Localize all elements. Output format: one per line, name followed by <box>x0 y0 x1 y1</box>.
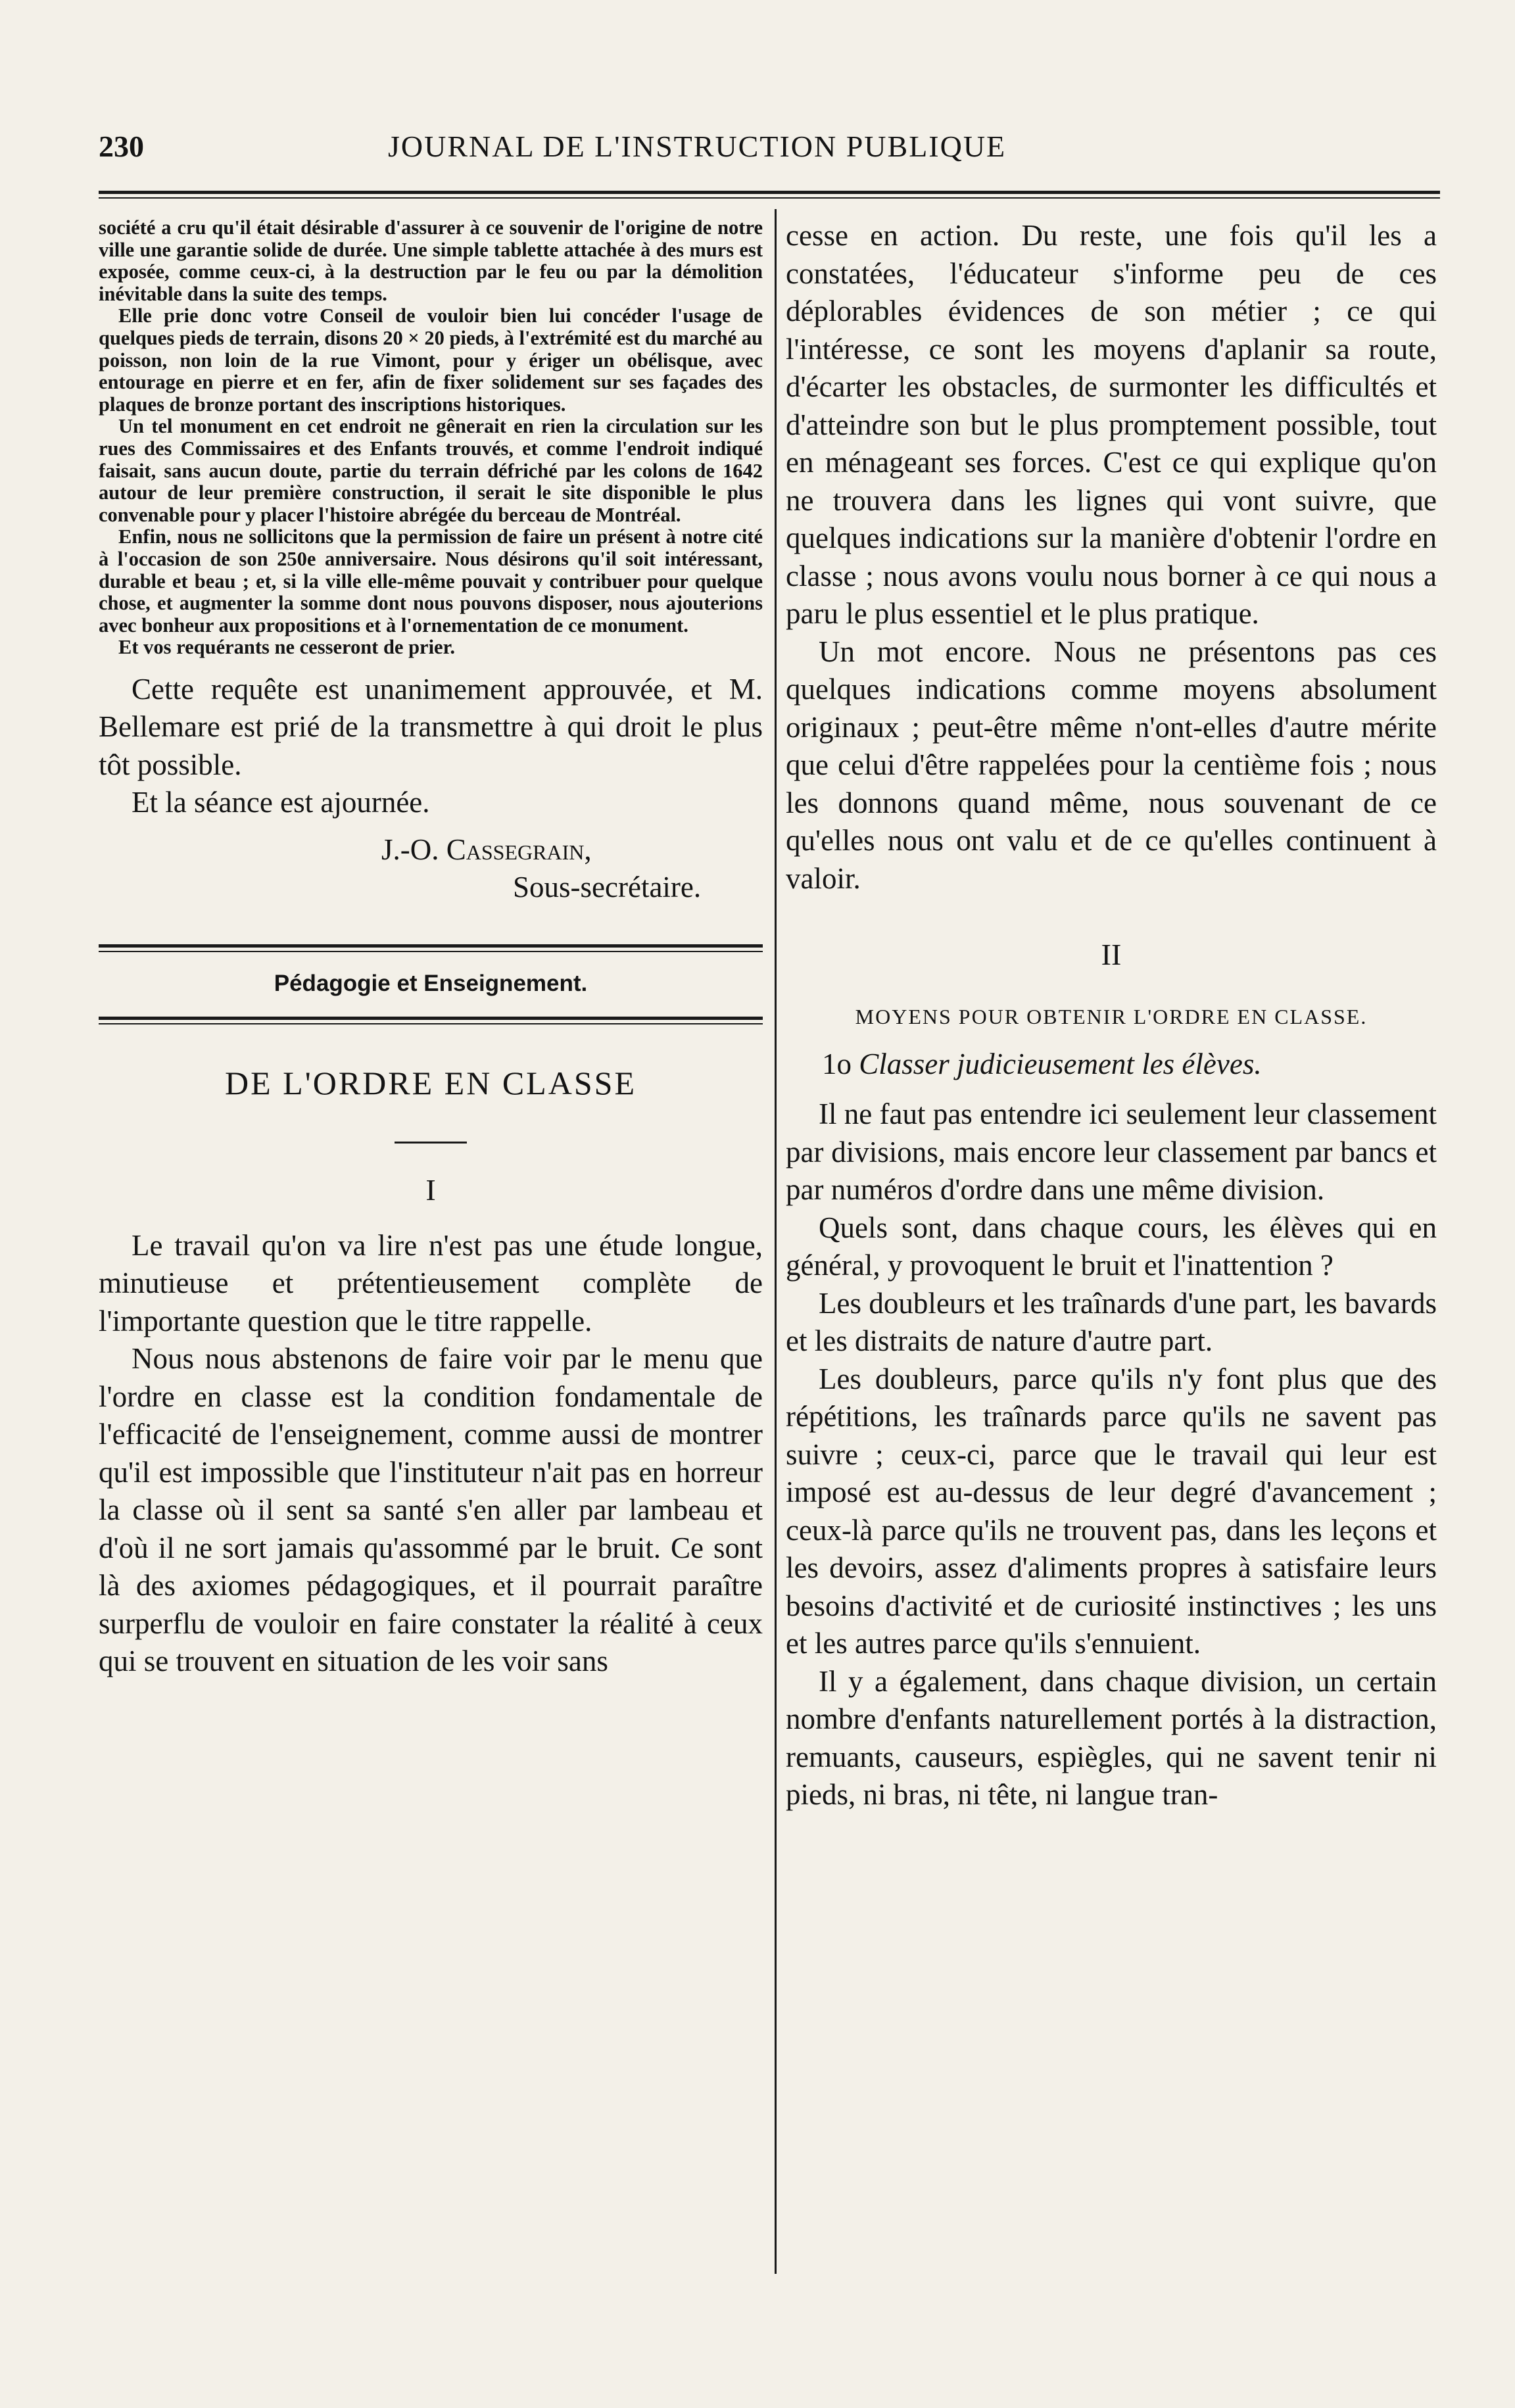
section-rule-thin <box>99 951 763 952</box>
body-text <box>786 1096 1437 1814</box>
minutes-text <box>99 671 763 822</box>
header-rule <box>99 191 1440 194</box>
section-heading: Pédagogie et Enseignement. <box>274 970 588 996</box>
running-title: JOURNAL DE L'INSTRUCTION PUBLIQUE <box>388 130 1007 163</box>
page-number: 230 <box>99 130 144 163</box>
article-paragraph: Le travail qu'on va lire n'est pas une étude longue, minutieuse et prétentieusement complète de l'importante question que le titre rappelle. <box>99 1228 763 1337</box>
signature-title: Sous-secrétaire. <box>513 870 702 903</box>
right-column <box>786 217 1437 1814</box>
article-paragraph: Nous nous abstenons de faire voir par le menu que l'ordre en classe est la condition fondamentale de l'efficacité de l'enseignement, comme aussi de montrer qu'il est impossible que l'instituteur n'ait pas en horreur la classe où il sent sa santé s'en aller par lambeau et d'où il ne sort jamais qu'assommé par le bruit. Ce sont là des axiomes pédagogiques, et il pourrait paraître surperflu de vouloir en faire constater la réalité à ceux qui se trouvent en situation de les voir sans <box>99 1342 763 1678</box>
body-paragraph: Quels sont, dans chaque cours, les élèves qui en général, y provoquent le bruit et l'inattention ? <box>786 1211 1437 1282</box>
petition-paragraph: Et vos requérants ne cesseront de prier. <box>118 636 455 659</box>
article-text <box>99 1227 763 1681</box>
signature-block <box>99 831 763 906</box>
section-rule-thin <box>99 1023 763 1024</box>
petition-paragraph: Enfin, nous ne sollicitons que la permission de faire un présent à notre cité à l'occasion de son 250e anniversaire. Nous désirons qu'il soit intéressant, durable et beau ; et, si la ville elle-même pouvait y contribuer pour quelque chose, et augmenter la somme dont nous pouvons disposer, nous ajouterions avec bonheur aux propositions et à l'ornementation de ce monument. <box>99 525 763 637</box>
part-numeral: II <box>1101 938 1122 971</box>
intro-paragraph: Un mot encore. Nous ne présentons pas ces quelques indications comme moyens absolument originaux ; peut-être même n'ont-elles d'autre mérite que celui d'être rappelées pour la centième fois ; nous les donnons quand même, nous souvenant de ce qu'elles nous ont valu et de ce qu'elles continuent à valoir. <box>786 635 1437 895</box>
petition-paragraph: société a cru qu'il était désirable d'assurer à ce souvenir de l'origine de notre ville une garantie solide de durée. Une simple tablette attachée à des murs est exposée, comme ceux-ci, à la destruction par le feu ou par la démolition inévitable dans la suite des temps. <box>99 216 763 305</box>
petition-paragraph: Un tel monument en cet endroit ne gênerait en rien la circulation sur les rues des Commissaires et des Enfants trouvés, et comme l'endroit indiqué faisait, sans aucun doute, partie du terrain défriché par les colons de 1642 autour de leur première construction, il serait le site disponible le plus convenable pour y placer l'histoire abrégée du berceau de Montréal. <box>99 415 763 526</box>
intro-paragraph: cesse en action. Du reste, une fois qu'il les a constatées, l'éducateur s'informe peu de ces déplorables évidences de son métier ; ce qui l'intéresse, ce sont les moyens d'aplanir sa route, d'écarter les obstacles, de surmonter les difficultés et d'atteindre son but le plus promptement possible, tout en ménageant ses forces. C'est ce qui explique qu'on ne trouvera dans les lignes qui vont suivre, que quelques indications sur la manière d'obtenir l'ordre en classe ; nous avons voulu nous borner à ce qui nous a paru le plus essentiel et le plus pratique. <box>786 219 1437 630</box>
section-rule <box>99 1017 763 1020</box>
left-column <box>99 217 763 1681</box>
section-rule <box>99 944 763 948</box>
body-paragraph: Les doubleurs et les traînards d'une part, les bavards et les distraits de nature d'autre part. <box>786 1286 1437 1357</box>
column-divider <box>775 209 777 2274</box>
item-title: Classer judicieusement les élèves. <box>859 1047 1262 1080</box>
item-heading <box>786 1047 1437 1081</box>
minutes-paragraph: Et la séance est ajournée. <box>132 786 430 819</box>
body-paragraph: Il ne faut pas entendre ici seulement leur classement par divisions, mais encore leur classement par bancs et par numéros d'ordre dans une même division. <box>786 1097 1437 1206</box>
minutes-paragraph: Cette requête est unanimement approuvée, et M. Bellemare est prié de la transmettre à qui droit le plus tôt possible. <box>99 672 763 781</box>
petition-text <box>99 217 763 659</box>
item-number: 1o <box>822 1047 852 1080</box>
article-title: DE L'ORDRE EN CLASSE <box>225 1064 637 1101</box>
page-header <box>0 129 1515 181</box>
part-numeral: I <box>425 1172 436 1207</box>
petition-paragraph: Elle prie donc votre Conseil de vouloir bien lui concéder l'usage de quelques pieds de terrain, disons 20 × 20 pieds, à l'extrémité est du marché au poisson, non loin de la rue Vimont, pour y ériger un obélisque, avec entourage en pierre et en fer, afin de fixer solidement sur ses façades des plaques de bronze portant des inscriptions historiques. <box>99 304 763 416</box>
intro-text <box>786 217 1437 898</box>
header-rule-thin <box>99 197 1440 199</box>
signature-name: J.-O. Cassegrain, <box>381 832 592 866</box>
body-paragraph: Il y a également, dans chaque division, un certain nombre d'enfants naturellement portés à la distraction, remuants, causeurs, espiègles, qui ne savent tenir ni pieds, ni bras, ni tête, ni langue tran- <box>786 1664 1437 1811</box>
subsection-heading: MOYENS POUR OBTENIR L'ORDRE EN CLASSE. <box>855 1005 1368 1028</box>
title-rule <box>395 1142 467 1144</box>
body-paragraph: Les doubleurs, parce qu'ils n'y font plus que des répétitions, les traînards parce qu'ils ne savent pas suivre ; ceux-ci, parce que le travail qui leur est imposé est au-dessus de leur degré d'avancement ; ceux-là parce qu'ils ne trouvent pas, dans les leçons et les devoirs, assez d'aliments propres à satisfaire leurs besoins d'activité et de curiosité instinctives ; les uns et les autres parce qu'ils s'ennuient. <box>786 1362 1437 1660</box>
